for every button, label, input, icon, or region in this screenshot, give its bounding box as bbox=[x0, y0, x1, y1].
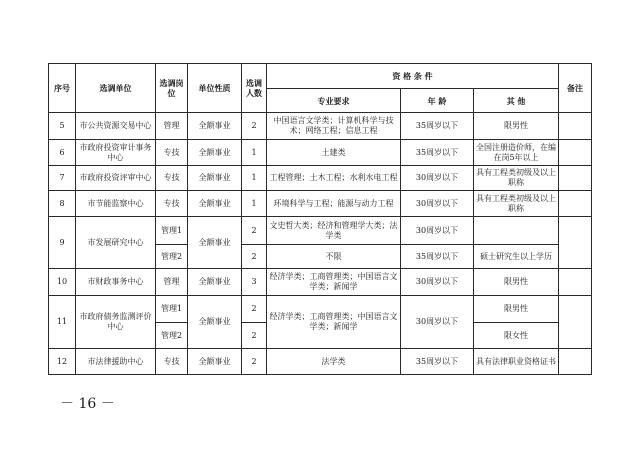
cell-nature: 全额事业 bbox=[188, 166, 242, 191]
cell-seq: 5 bbox=[49, 113, 76, 140]
cell-position: 专技 bbox=[156, 349, 188, 375]
cell-unit: 市政府投资评审中心 bbox=[76, 166, 156, 191]
cell-nature: 全额事业 bbox=[188, 217, 242, 269]
table-row bbox=[49, 113, 592, 140]
cell-other: 限男性 bbox=[474, 296, 559, 323]
cell-count: 2 bbox=[242, 323, 267, 349]
table-row bbox=[49, 217, 592, 245]
header-major: 专业要求 bbox=[267, 89, 401, 113]
table-row bbox=[49, 269, 592, 296]
cell-unit: 市法律援助中心 bbox=[76, 349, 156, 375]
cell-age: 30周岁以下 bbox=[401, 217, 474, 245]
cell-count: 3 bbox=[242, 269, 267, 296]
cell-other: 硕士研究生以上学历 bbox=[474, 245, 559, 269]
cell-age: 35周岁以下 bbox=[401, 245, 474, 269]
cell-major: 文史哲大类；经济和管理学大类；法学类 bbox=[267, 217, 401, 245]
cell-count: 2 bbox=[242, 113, 267, 140]
cell-remark bbox=[559, 113, 592, 140]
cell-count: 2 bbox=[242, 349, 267, 375]
cell-seq: 10 bbox=[49, 269, 76, 296]
cell-seq: 11 bbox=[49, 296, 76, 349]
page-number: － 16 － bbox=[60, 396, 115, 412]
cell-age: 30周岁以下 bbox=[401, 269, 474, 296]
table-row bbox=[49, 166, 592, 191]
cell-seq: 6 bbox=[49, 140, 76, 166]
recruitment-table bbox=[48, 63, 592, 375]
cell-major: 环境科学与工程；能源与动力工程 bbox=[267, 191, 401, 217]
cell-age: 30周岁以下 bbox=[401, 296, 474, 349]
cell-remark bbox=[559, 191, 592, 217]
cell-position: 管理2 bbox=[156, 323, 188, 349]
cell-count: 2 bbox=[242, 217, 267, 245]
cell-major: 法学类 bbox=[267, 349, 401, 375]
cell-nature: 全额事业 bbox=[188, 140, 242, 166]
cell-other: 限女性 bbox=[474, 323, 559, 349]
cell-seq: 9 bbox=[49, 217, 76, 269]
cell-unit: 市发展研究中心 bbox=[76, 217, 156, 269]
cell-age: 30周岁以下 bbox=[401, 191, 474, 217]
cell-other: 限男性 bbox=[474, 113, 559, 140]
header-other: 其 他 bbox=[474, 89, 559, 113]
cell-position: 管理 bbox=[156, 113, 188, 140]
cell-seq: 12 bbox=[49, 349, 76, 375]
cell-other: 限男性 bbox=[474, 269, 559, 296]
cell-unit: 市节能监察中心 bbox=[76, 191, 156, 217]
table-row bbox=[49, 349, 592, 375]
cell-count: 2 bbox=[242, 245, 267, 269]
cell-remark bbox=[559, 217, 592, 269]
cell-age: 35周岁以下 bbox=[401, 113, 474, 140]
cell-age: 35周岁以下 bbox=[401, 349, 474, 375]
cell-other bbox=[474, 217, 559, 245]
cell-nature: 全额事业 bbox=[188, 113, 242, 140]
cell-position: 专技 bbox=[156, 191, 188, 217]
cell-remark bbox=[559, 296, 592, 349]
header-qualification: 资 格 条 件 bbox=[267, 64, 559, 89]
cell-remark bbox=[559, 166, 592, 191]
header-age: 年 龄 bbox=[401, 89, 474, 113]
cell-unit: 市政府投资审计事务中心 bbox=[76, 140, 156, 166]
header-nature: 单位性质 bbox=[188, 64, 242, 113]
cell-unit: 市财政事务中心 bbox=[76, 269, 156, 296]
table-row bbox=[49, 191, 592, 217]
header-position: 选调岗位 bbox=[156, 64, 188, 113]
cell-age: 30周岁以下 bbox=[401, 166, 474, 191]
cell-major: 经济学类；工商管理类；中国语言文学类；新闻学 bbox=[267, 269, 401, 296]
header-remark: 备注 bbox=[559, 64, 592, 113]
cell-position: 专技 bbox=[156, 166, 188, 191]
header-unit: 选调单位 bbox=[76, 64, 156, 113]
cell-position: 管理1 bbox=[156, 217, 188, 245]
header-count: 选调人数 bbox=[242, 64, 267, 113]
table-row bbox=[49, 140, 592, 166]
cell-remark bbox=[559, 140, 592, 166]
cell-seq: 8 bbox=[49, 191, 76, 217]
cell-nature: 全额事业 bbox=[188, 191, 242, 217]
cell-count: 1 bbox=[242, 166, 267, 191]
cell-nature: 全额事业 bbox=[188, 349, 242, 375]
cell-count: 2 bbox=[242, 296, 267, 323]
header-seq: 序号 bbox=[49, 64, 76, 113]
table-row bbox=[49, 296, 592, 323]
cell-other: 全国注册造价师，在编在岗5年以上 bbox=[474, 140, 559, 166]
cell-other: 具有法律职业资格证书 bbox=[474, 349, 559, 375]
cell-position: 专技 bbox=[156, 140, 188, 166]
cell-remark bbox=[559, 269, 592, 296]
cell-nature: 全额事业 bbox=[188, 296, 242, 349]
cell-unit: 市政府债务监测评价中心 bbox=[76, 296, 156, 349]
cell-remark bbox=[559, 349, 592, 375]
cell-position: 管理1 bbox=[156, 296, 188, 323]
cell-position: 管理2 bbox=[156, 245, 188, 269]
cell-position: 管理 bbox=[156, 269, 188, 296]
cell-major: 不限 bbox=[267, 245, 401, 269]
cell-seq: 7 bbox=[49, 166, 76, 191]
cell-other: 具有工程类初级及以上职称 bbox=[474, 166, 559, 191]
cell-major: 工程管理；土木工程；水利水电工程 bbox=[267, 166, 401, 191]
cell-nature: 全额事业 bbox=[188, 269, 242, 296]
cell-age: 35周岁以下 bbox=[401, 140, 474, 166]
cell-other: 具有工程类初级及以上职称 bbox=[474, 191, 559, 217]
cell-count: 1 bbox=[242, 191, 267, 217]
cell-major: 土建类 bbox=[267, 140, 401, 166]
cell-count: 1 bbox=[242, 140, 267, 166]
cell-major: 中国语言文学类；计算机科学与技术；网络工程；信息工程 bbox=[267, 113, 401, 140]
cell-major: 经济学类；工商管理类；中国语言文学类；新闻学 bbox=[267, 296, 401, 349]
cell-unit: 市公共资源交易中心 bbox=[76, 113, 156, 140]
